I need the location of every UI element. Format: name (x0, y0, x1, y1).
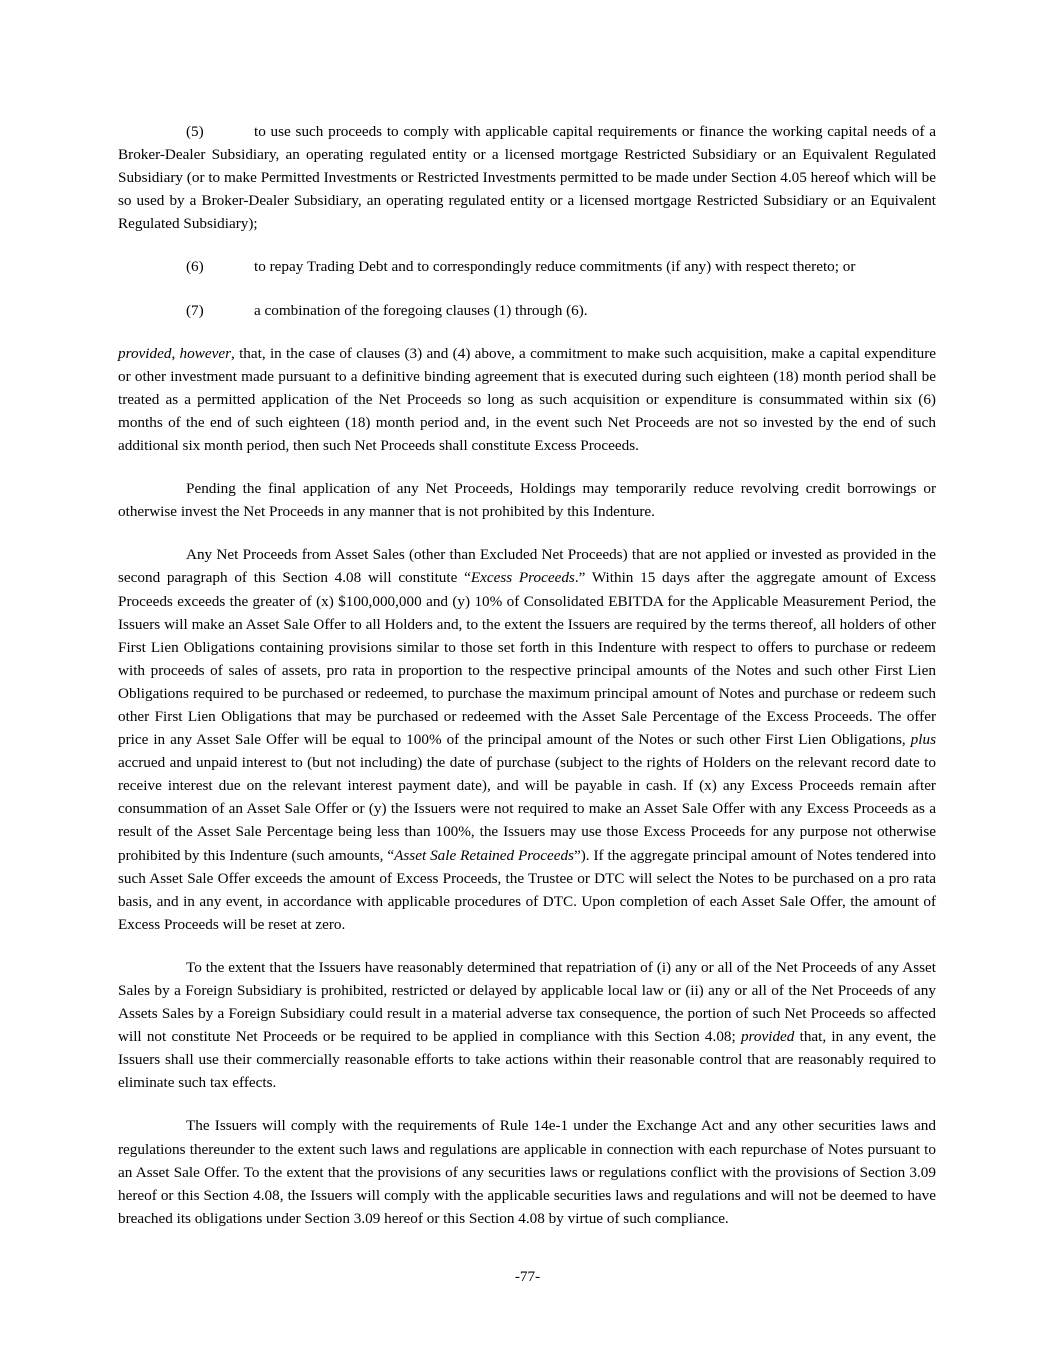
page-body (118, 120, 936, 1250)
italic-plus: plus (910, 731, 936, 749)
paragraph-proviso (118, 342, 936, 457)
text-run: Pending the final application of any Net Proceeds, Holdings may temporarily reduce revolving credit borrowings or otherwise invest the Net Proceeds in any manner that is not prohibited by this Indenture. (118, 480, 936, 521)
text-run: To the extent that the Issuers have reasonably determined that repatriation of (i) any or all of the Net Proceeds of any Asset Sales by a Foreign Subsidiary is prohibited, restricted or delayed by applicable local law or (ii) any or all of the Net Proceeds of any Assets Sales by a Foreign Subsidiary could result in a material adverse tax consequence, the portion of such Net Proceeds so affected will not constitute Net Proceeds or be required to be applied in compliance with this Section 4.08; (118, 958, 936, 1046)
clause-item (118, 299, 936, 322)
paragraph-excess-proceeds (118, 543, 936, 936)
clause-number: (6) (186, 258, 204, 276)
defined-term-asset-sale-retained-proceeds: Asset Sale Retained Proceeds (394, 846, 574, 864)
clause-item (118, 255, 936, 278)
paragraph-pending (118, 477, 936, 523)
text-run: Any Net Proceeds from Asset Sales (other than Excluded Net Proceeds) that are not applied or invested as provided in the second paragraph of this Section 4.08 will constitute “ (118, 546, 936, 587)
text-run: The Issuers will comply with the requirements of Rule 14e-1 under the Exchange Act and any other securities laws and regulations thereunder to the extent such laws and regulations are applicable in connection with each repurchase of Notes pursuant to an Asset Sale Offer. To the extent that the provisions of any securities laws or regulations conflict with the provisions of Section 3.09 hereof or this Section 4.08, the Issuers will comply with the applicable securities laws and regulations and will not be deemed to have breached its obligations under Section 3.09 hereof or this Section 4.08 by virtue of such compliance. (118, 1117, 936, 1227)
italic-however: however (179, 344, 231, 362)
clause-text: to use such proceeds to comply with applicable capital requirements or finance the working capital needs of a Broker-Dealer Subsidiary, an operating regulated entity or a licensed mortgage Restricted Subsidiary or an Equivalent Regulated Subsidiary (or to make Permitted Investments or Restricted Investments permitted to be made under Section 4.05 hereof which will be so used by a Broker-Dealer Subsidiary, an operating regulated entity or a licensed mortgage Restricted Subsidiary or an Equivalent Regulated Subsidiary); (118, 123, 936, 233)
page-footer (0, 1268, 1055, 1286)
italic-provided: provided (118, 344, 172, 362)
text-run: , that, in the case of clauses (3) and (4) above, a commitment to make such acquisition, make a capital expenditure or other investment made pursuant to a definitive binding agreement that is executed during such eighteen (18) month period shall be treated as a permitted application of the Net Proceeds so long as such acquisition or expenditure is consummated within six (6) months of the end of such eighteen (18) month period and, in the event such Net Proceeds are not so invested by the end of such additional six month period, then such Net Proceeds shall constitute Excess Proceeds. (118, 344, 936, 455)
text-run: that, in any event, the Issuers shall use their commercially reasonable efforts to take actions within their reasonable control that are reasonably required to eliminate such tax effects. (118, 1028, 936, 1092)
paragraph-rule-14e-1 (118, 1114, 936, 1229)
clause-text: a combination of the foregoing clauses (1) through (6). (254, 301, 588, 319)
clause-item (118, 120, 936, 235)
page-number: -77- (514, 1268, 541, 1285)
italic-provided: provided (740, 1028, 795, 1046)
paragraph-repatriation (118, 956, 936, 1095)
text-run: .” Within 15 days after the aggregate amount of Excess Proceeds exceeds the greater of (x) $100,000,000 and (y) 10% of Consolidated EBITDA for the Applicable Measurement Period, the Issuers will make an Asset Sale Offer to all Holders and, to the extent the Issuers are required by the terms thereof, all holders of other First Lien Obligations containing provisions similar to those set forth in this Indenture with respect to offers to purchase or redeem with proceeds of sales of assets, pro rata in proportion to the respective principal amounts of the Notes and such other First Lien Obligations required to be purchased or redeemed, to purchase the maximum principal amount of Notes and purchase or redeem such other First Lien Obligations that may be purchased or redeemed with the Asset Sale Percentage of the Excess Proceeds. The offer price in any Asset Sale Offer will be equal to 100% of the principal amount of the Notes or such other First Lien Obligations, (118, 569, 937, 749)
text-run: , (171, 344, 180, 362)
clause-number: (5) (186, 123, 204, 140)
text-run: accrued and unpaid interest to (but not including) the date of purchase (subject to the rights of Holders on the relevant record date to receive interest due on the relevant interest payment date), and will be payable in cash. If (x) any Excess Proceeds remain after consummation of an Asset Sale Offer or (y) the Issuers were not required to make an Asset Sale Offer with any Excess Proceeds as a result of the Asset Sale Percentage being less than 100%, the Issuers may use those Excess Proceeds for any purpose not otherwise prohibited by this Indenture (such amounts, “ (118, 754, 936, 864)
text-run: ”). If the aggregate principal amount of Notes tendered into such Asset Sale Offer exceeds the amount of Excess Proceeds, the Trustee or DTC will select the Notes to be purchased on a pro rata basis, and in any event, in accordance with applicable procedures of DTC. Upon completion of each Asset Sale Offer, the amount of Excess Proceeds will be reset at zero. (118, 846, 936, 933)
clause-number: (7) (186, 301, 204, 319)
defined-term-excess-proceeds: Excess Proceeds (470, 569, 575, 587)
clause-text: to repay Trading Debt and to correspondingly reduce commitments (if any) with respect thereto; or (254, 258, 856, 276)
